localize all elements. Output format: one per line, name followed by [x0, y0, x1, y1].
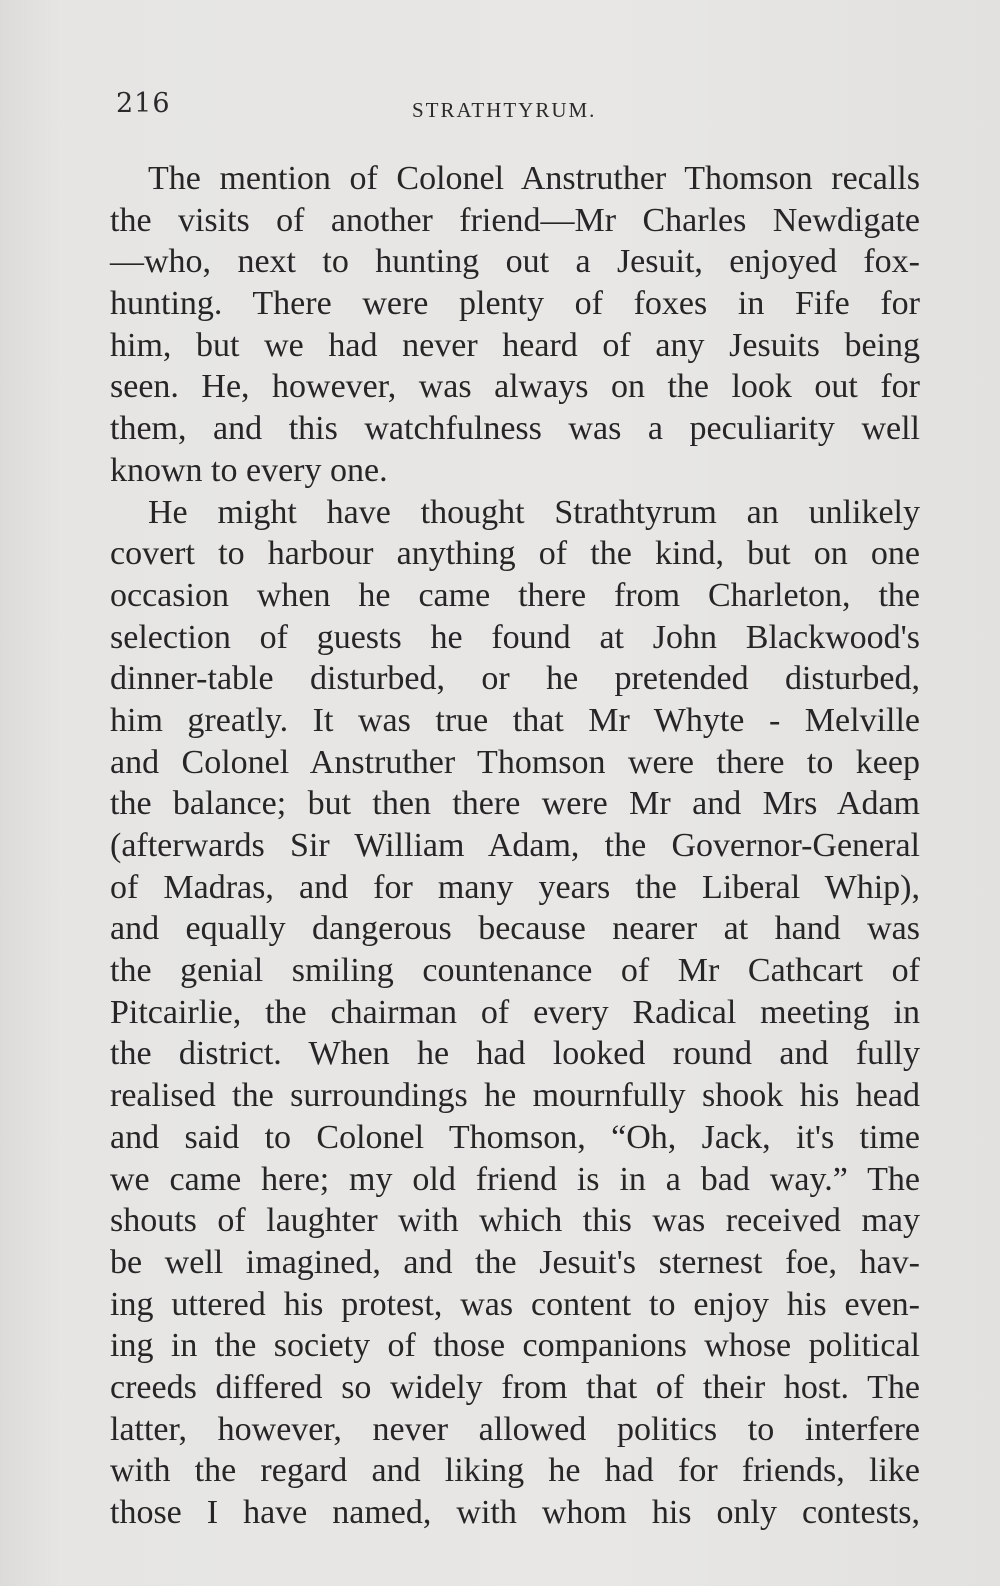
text-line: realised the surroundings he mournfully shook his head	[110, 1077, 920, 1115]
text-line: with the regard and liking he had for friends, like	[110, 1452, 920, 1490]
text-line: seen. He, however, was always on the look out for	[110, 368, 920, 406]
text-line: him, but we had never heard of any Jesuits being	[110, 326, 920, 364]
text-line: dinner-table disturbed, or he pretended disturbed,	[110, 660, 920, 698]
text-line: selection of guests he found at John Blackwood's	[110, 618, 920, 656]
text-line: the district. When he had looked round and fully	[110, 1035, 920, 1073]
text-line: (afterwards Sir William Adam, the Governor-General	[110, 827, 920, 864]
text-line: him greatly. It was true that Mr Whyte - Melville	[110, 701, 920, 739]
text-line: we came here; my old friend is in a bad way.” The	[110, 1160, 920, 1198]
text-line: occasion when he came there from Charleton, the	[110, 576, 920, 614]
text-line: ing in the society of those companions whose political	[110, 1327, 920, 1365]
text-line: latter, however, never allowed politics to interfere	[110, 1410, 920, 1448]
page-header	[116, 88, 916, 128]
running-head: STRATHTYRUM.	[412, 98, 597, 122]
paragraph-2	[110, 492, 920, 1534]
text-line: those I have named, with whom his only contests,	[110, 1494, 920, 1531]
paragraph-1	[110, 158, 920, 492]
text-line: them, and this watchfulness was a peculiarity well	[110, 410, 920, 448]
text-line: He might have thought Strathtyrum an unlikely	[148, 493, 920, 531]
text-line: be well imagined, and the Jesuit's sternest foe, hav-	[110, 1243, 920, 1281]
text-line: covert to harbour anything of the kind, but on one	[110, 535, 920, 573]
body-text	[110, 158, 920, 1534]
text-line: and equally dangerous because nearer at hand was	[110, 910, 920, 948]
text-line: the visits of another friend—Mr Charles Newdigate	[110, 201, 920, 239]
text-line: hunting. There were plenty of foxes in Fife for	[110, 285, 920, 323]
text-line: known to every one.	[110, 451, 388, 489]
text-line: the balance; but then there were Mr and Mrs Adam	[110, 785, 920, 823]
text-line: —who, next to hunting out a Jesuit, enjoyed fox-	[110, 243, 920, 281]
text-line: and said to Colonel Thomson, “Oh, Jack, it's time	[110, 1118, 920, 1156]
text-line: Pitcairlie, the chairman of every Radical meeting in	[110, 993, 920, 1031]
text-line: ing uttered his protest, was content to enjoy his even-	[110, 1285, 920, 1323]
text-line: The mention of Colonel Anstruther Thomson recalls	[148, 160, 920, 197]
text-line: and Colonel Anstruther Thomson were there to keep	[110, 743, 920, 781]
text-line: the genial smiling countenance of Mr Cathcart of	[110, 952, 920, 990]
text-line: shouts of laughter with which this was received may	[110, 1202, 920, 1240]
text-line: creeds differed so widely from that of their host. The	[110, 1368, 920, 1406]
page-number: 216	[116, 88, 171, 119]
text-line: of Madras, and for many years the Liberal Whip),	[110, 868, 920, 906]
